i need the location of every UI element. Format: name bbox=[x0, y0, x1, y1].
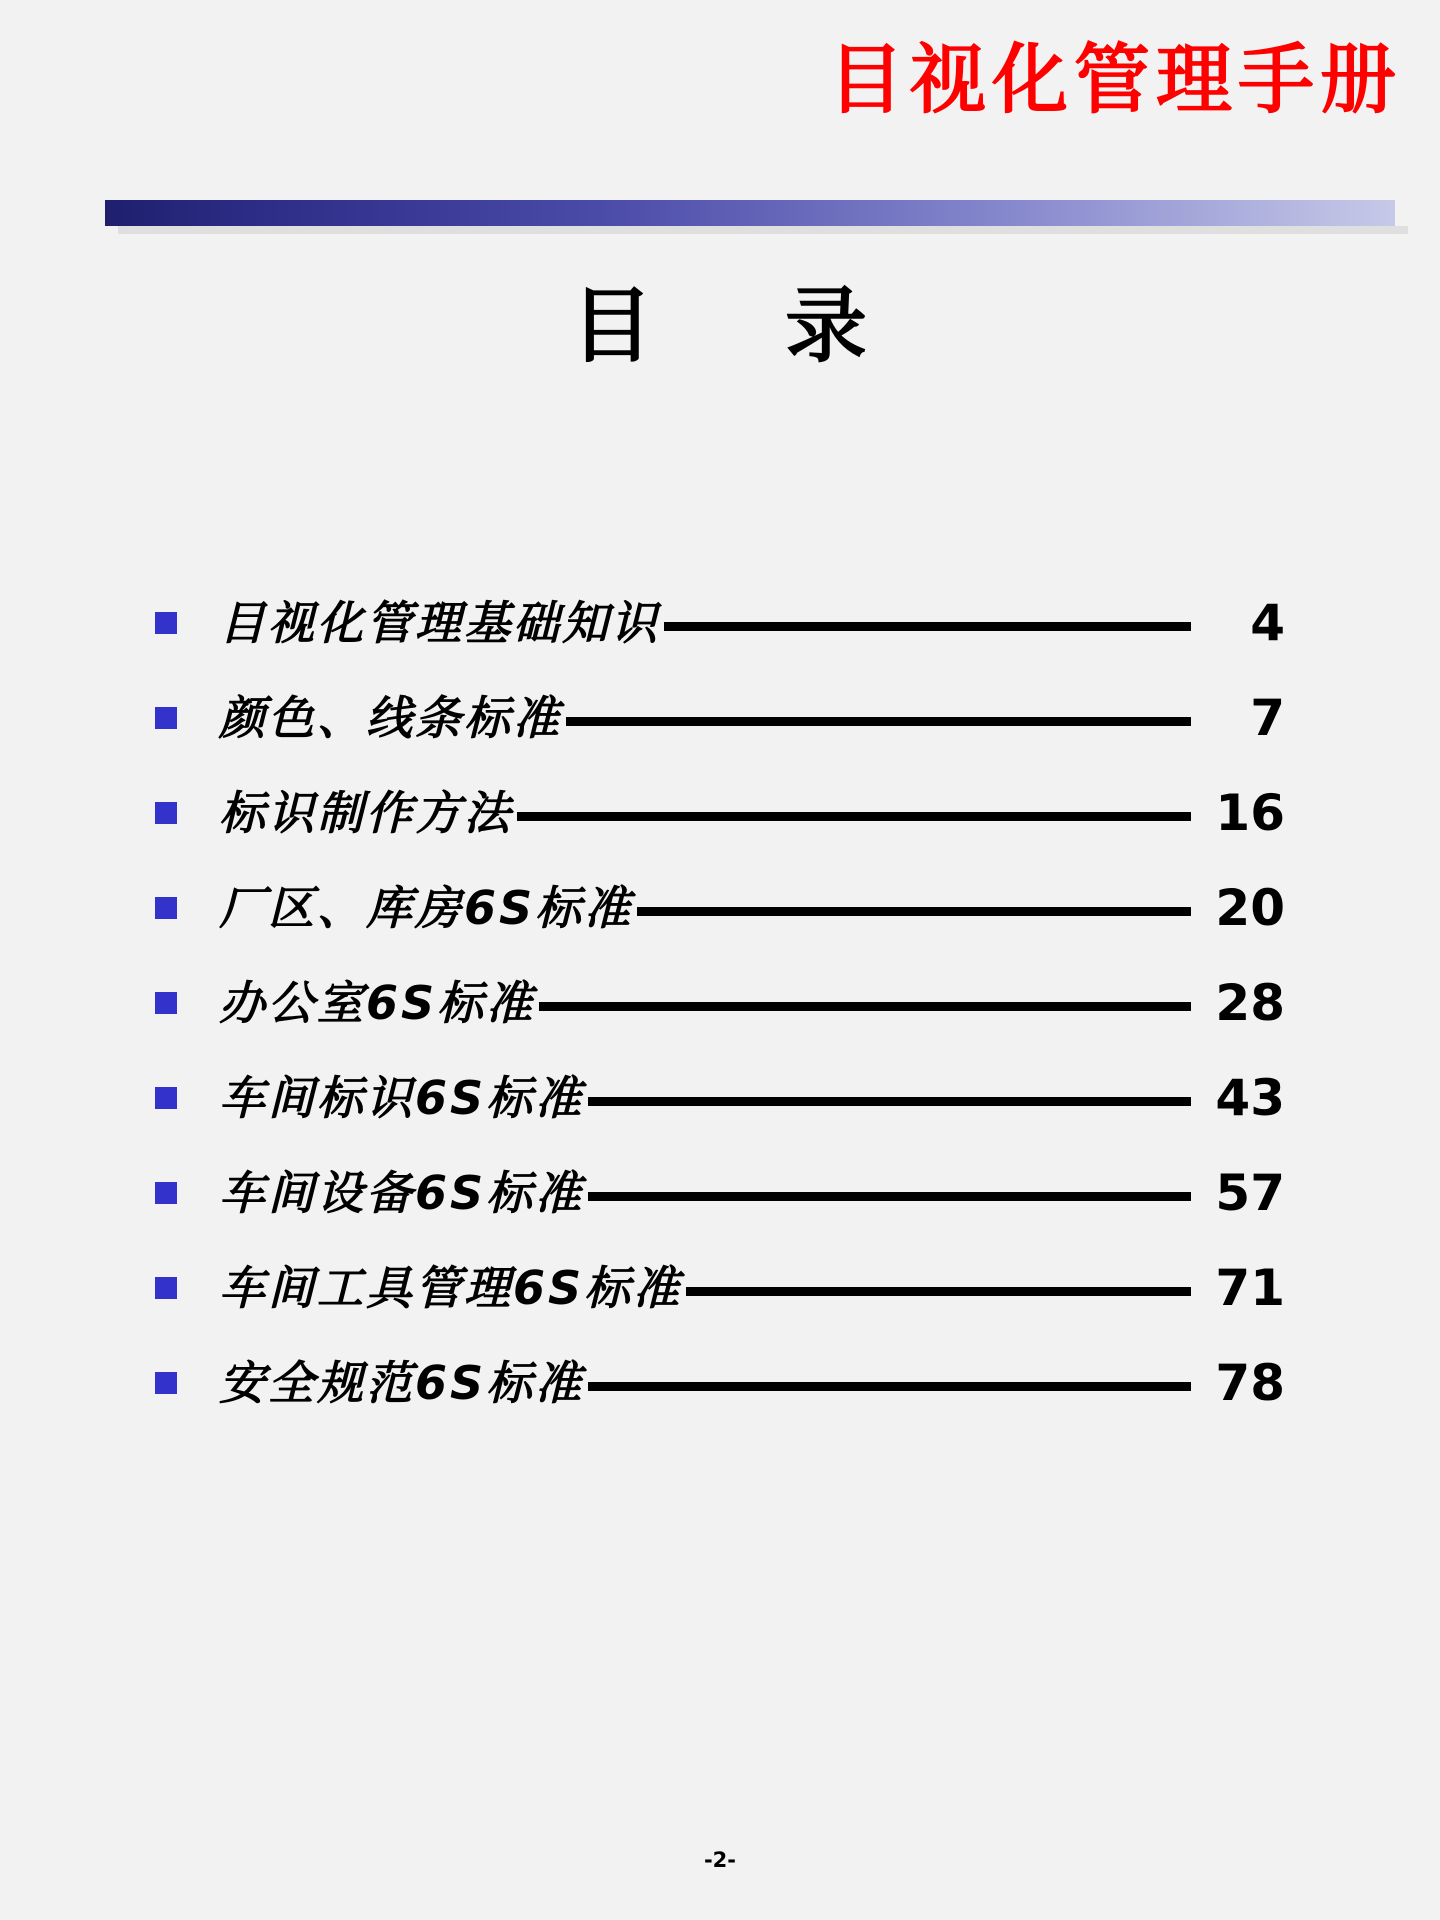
square-bullet-icon bbox=[155, 802, 177, 824]
toc-entry[interactable] bbox=[155, 575, 1285, 670]
square-bullet-icon bbox=[155, 1277, 177, 1299]
toc-leader-line bbox=[588, 1097, 1191, 1106]
table-of-contents bbox=[155, 575, 1285, 1430]
toc-entry-page: 78 bbox=[1215, 1353, 1285, 1412]
toc-entry[interactable] bbox=[155, 955, 1285, 1050]
toc-leader-line bbox=[517, 812, 1191, 821]
toc-entry-page: 4 bbox=[1250, 593, 1285, 652]
square-bullet-icon bbox=[155, 1372, 177, 1394]
toc-leader-line bbox=[588, 1192, 1191, 1201]
toc-entry-label: 车间设备6S标准 bbox=[219, 1165, 585, 1220]
toc-entry[interactable] bbox=[155, 1335, 1285, 1430]
toc-entry-page: 28 bbox=[1215, 973, 1285, 1032]
toc-entry-label: 颜色、线条标准 bbox=[219, 690, 562, 745]
square-bullet-icon bbox=[155, 707, 177, 729]
page-title bbox=[0, 278, 1440, 374]
page-title-right: 录 bbox=[785, 278, 870, 374]
toc-entry-label: 办公室6S标准 bbox=[219, 975, 536, 1030]
toc-entry-label: 厂区、库房6S标准 bbox=[219, 880, 634, 935]
toc-entry[interactable] bbox=[155, 1145, 1285, 1240]
square-bullet-icon bbox=[155, 897, 177, 919]
page-number-footer: -2- bbox=[703, 1848, 737, 1872]
toc-entry-label: 车间标识6S标准 bbox=[219, 1070, 585, 1125]
toc-leader-line bbox=[637, 907, 1191, 916]
gradient-divider-bar bbox=[105, 200, 1395, 226]
toc-entry[interactable] bbox=[155, 860, 1285, 955]
toc-entry-label: 安全规范6S标准 bbox=[219, 1355, 585, 1410]
toc-leader-line bbox=[539, 1002, 1191, 1011]
toc-leader-line bbox=[588, 1382, 1191, 1391]
page-title-left: 目 bbox=[570, 278, 655, 374]
document-title: 目视化管理手册 bbox=[828, 35, 1402, 124]
toc-entry-page: 7 bbox=[1250, 688, 1285, 747]
toc-entry-label: 目视化管理基础知识 bbox=[219, 595, 660, 650]
divider-shadow bbox=[118, 226, 1408, 234]
toc-entry-label: 标识制作方法 bbox=[219, 785, 513, 840]
toc-entry-page: 71 bbox=[1215, 1258, 1285, 1317]
square-bullet-icon bbox=[155, 992, 177, 1014]
toc-entry[interactable] bbox=[155, 1240, 1285, 1335]
toc-leader-line bbox=[664, 622, 1191, 631]
toc-entry-page: 43 bbox=[1215, 1068, 1285, 1127]
toc-entry[interactable] bbox=[155, 765, 1285, 860]
square-bullet-icon bbox=[155, 612, 177, 634]
square-bullet-icon bbox=[155, 1182, 177, 1204]
toc-entry-page: 20 bbox=[1215, 878, 1285, 937]
toc-entry-page: 57 bbox=[1215, 1163, 1285, 1222]
toc-entry[interactable] bbox=[155, 1050, 1285, 1145]
square-bullet-icon bbox=[155, 1087, 177, 1109]
toc-entry-label: 车间工具管理6S标准 bbox=[219, 1260, 683, 1315]
toc-entry-page: 16 bbox=[1215, 783, 1285, 842]
toc-leader-line bbox=[566, 717, 1191, 726]
toc-leader-line bbox=[686, 1287, 1191, 1296]
toc-entry[interactable] bbox=[155, 670, 1285, 765]
